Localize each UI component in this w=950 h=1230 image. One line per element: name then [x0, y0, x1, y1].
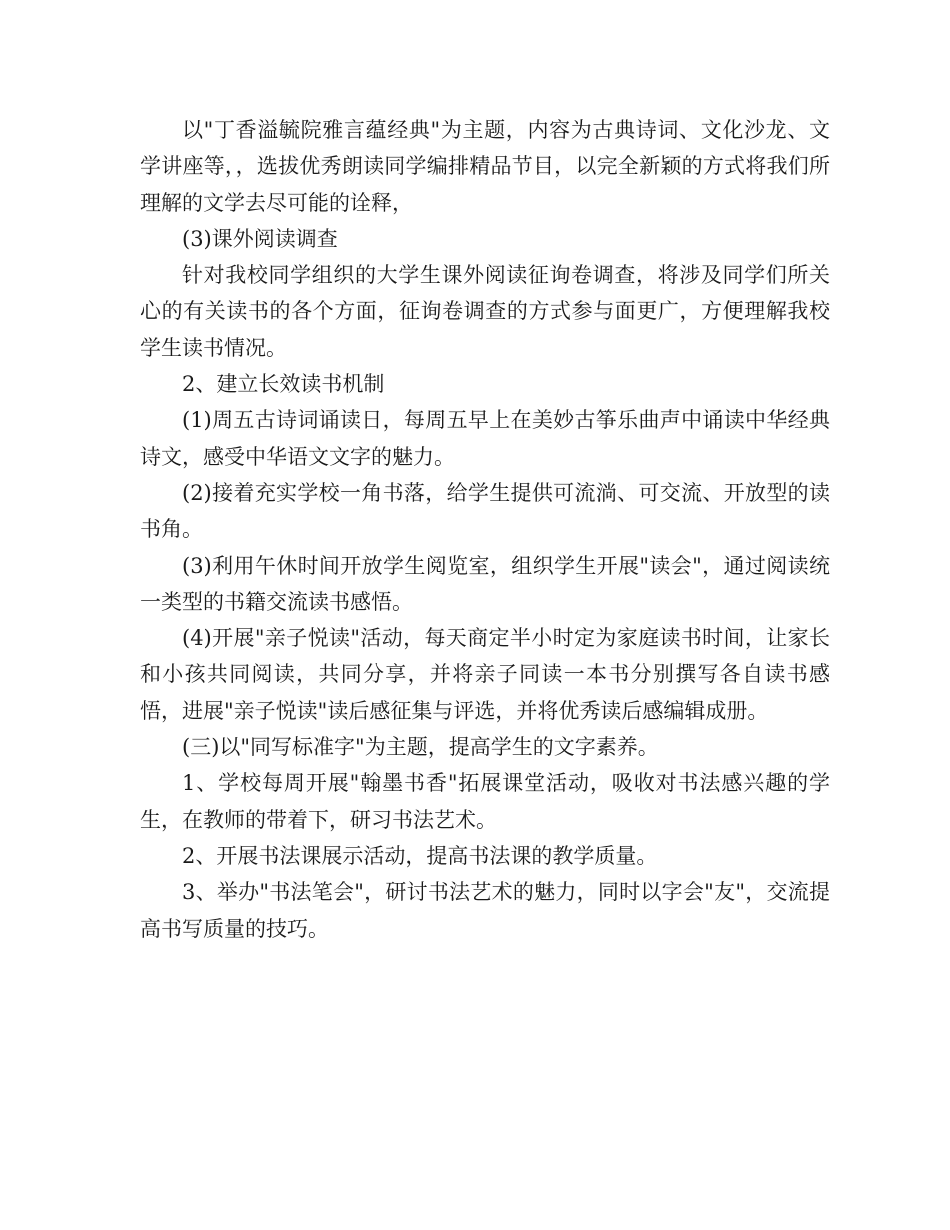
document-body	[140, 112, 830, 947]
paragraph-heading-mechanism: 2、建立长效读书机制	[182, 372, 385, 397]
paragraph-book-corner: (2)接着充实学校一角书落，给学生提供可流淌、可交流、开放型的读书角。	[140, 480, 830, 542]
paragraph-family-reading: (4)开展"亲子悦读"活动，每天商定半小时定为家庭读书时间，让家长和小孩共同阅读，共同分享，并将亲子同读一本书分别撰写各自读书感悟，进展"亲子悦读"读后感征集与评选，并将优秀读后感编辑成册。	[140, 626, 830, 723]
paragraph-reading-room: (3)利用午休时间开放学生阅览室，组织学生开展"读会"，通过阅读统一类型的书籍交流读书感悟。	[140, 553, 830, 614]
paragraph-calligraphy-showcase: 2、开展书法课展示活动，提高书法课的教学质量。	[182, 843, 658, 868]
paragraph-poetry-day: (1)周五古诗词诵读日，每周五早上在美妙古筝乐曲声中诵读中华经典诗文，感受中华语文文字的魅力。	[140, 408, 830, 469]
paragraph-survey: 针对我校同学组织的大学生课外阅读征询卷调查，将涉及同学们所关心的有关读书的各个方面，征询卷调查的方式参与面更广，方便理解我校学生读书情况。	[140, 263, 830, 360]
paragraph-calligraphy-class: 1、学校每周开展"翰墨书香"拓展课堂活动，吸收对书法感兴趣的学生，在教师的带着下，研习书法艺术。	[140, 771, 830, 832]
paragraph-heading-writing: (三)以"同写标准字"为主题，提高学生的文字素养。	[182, 735, 659, 760]
paragraph-heading-survey: (3)课外阅读调查	[182, 226, 338, 251]
paragraph-reading-salon: 以"丁香溢毓院雅言蕴经典"为主题，内容为古典诗词、文化沙龙、文学讲座等，，选拔优秀朗读同学编排精品节目，以完全新颖的方式将我们所理解的文学去尽可能的诠释，	[140, 118, 830, 215]
paragraph-calligraphy-meeting: 3、举办"书法笔会"，研讨书法艺术的魅力，同时以字会"友"，交流提高书写质量的技巧。	[140, 880, 830, 941]
